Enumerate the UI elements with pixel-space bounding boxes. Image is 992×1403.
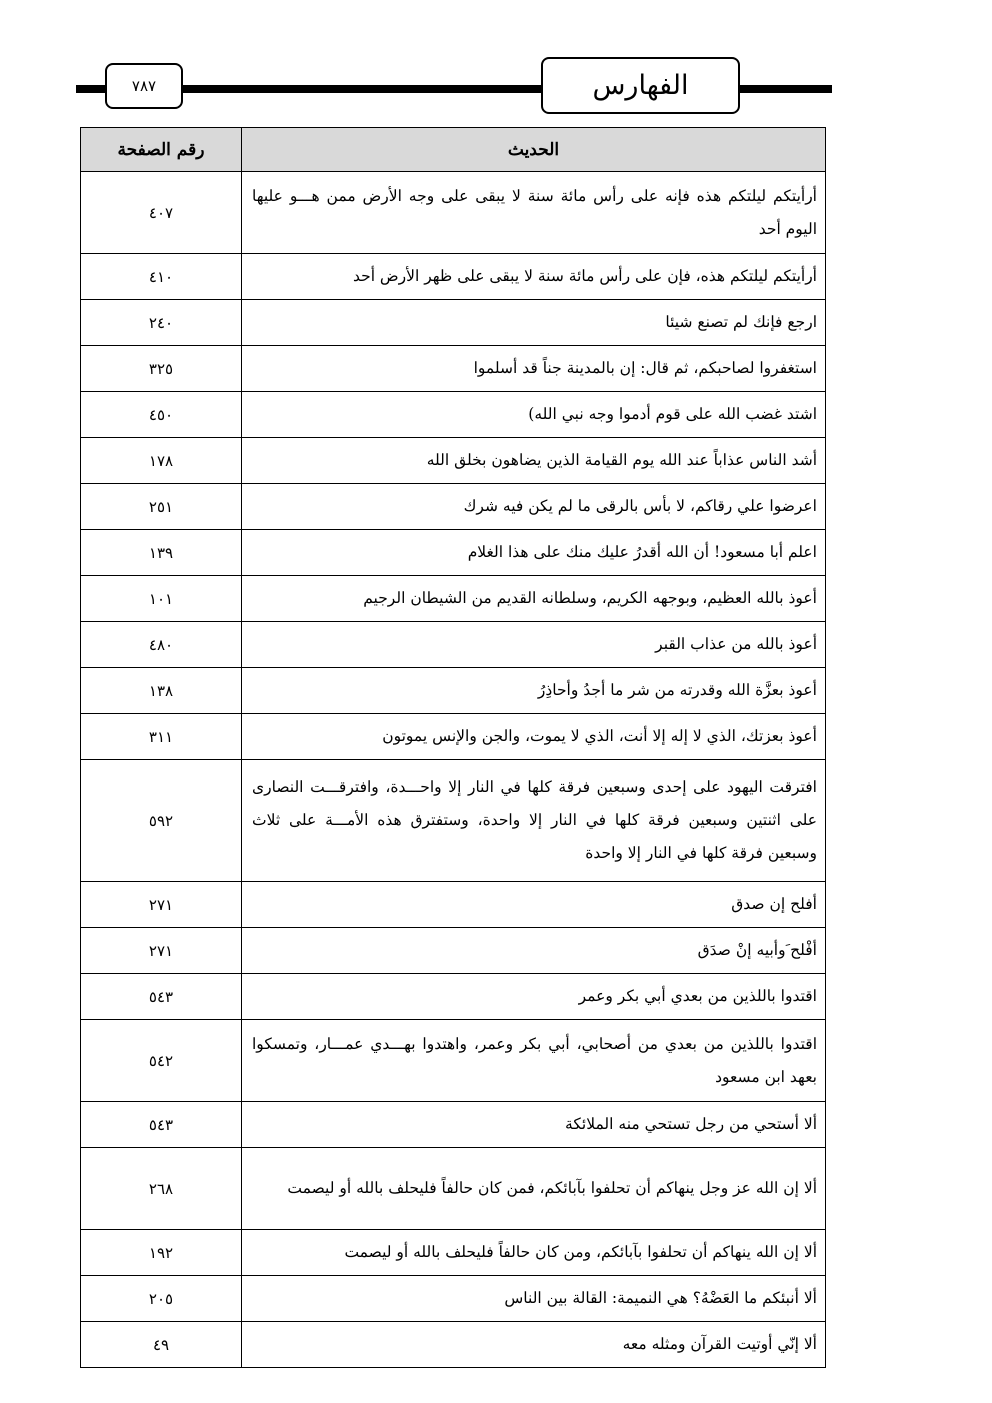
hadith-text: أفلح إن صدق <box>242 882 826 928</box>
page-ref: ٤٩ <box>81 1322 242 1368</box>
page-ref: ١٠١ <box>81 576 242 622</box>
page-ref: ٤٠٧ <box>81 172 242 254</box>
hadith-text: اقتدوا باللذين من بعدي من أصحابي، أبي بكر وعمر، واهتدوا بهـــدي عمـــار، وتمسكوا بعهد ابن مسعود <box>242 1020 826 1102</box>
hadith-text: أرأيتكم ليلتكم هذه، فإن على رأس مائة سنة لا يبقى على ظهر الأرض أحد <box>242 254 826 300</box>
hadith-text: ألا إن الله ينهاكم أن تحلفوا بآبائكم، ومن كان حالفاً فليحلف بالله أو ليصمت <box>242 1230 826 1276</box>
page-ref: ٥٩٢ <box>81 760 242 882</box>
section-title-box <box>541 57 740 114</box>
table-row <box>81 346 826 392</box>
hadith-text: أرأيتكم ليلتكم هذه فإنه على رأس مائة سنة لا يبقى على وجه الأرض ممن هـــو عليها اليوم أحد <box>242 172 826 254</box>
table-row <box>81 1276 826 1322</box>
table-row <box>81 714 826 760</box>
page-ref: ٢٠٥ <box>81 1276 242 1322</box>
table-row <box>81 530 826 576</box>
hadith-text: أشد الناس عذاباً عند الله يوم القيامة الذين يضاهون بخلق الله <box>242 438 826 484</box>
table-row <box>81 576 826 622</box>
page-ref: ٥٤٢ <box>81 1020 242 1102</box>
page-ref: ١٧٨ <box>81 438 242 484</box>
page-ref: ١٩٢ <box>81 1230 242 1276</box>
table-row <box>81 760 826 882</box>
hadith-text: أفْلح َوأبيه إنْ صدَق <box>242 928 826 974</box>
page-ref: ٥٤٣ <box>81 1102 242 1148</box>
hadith-text: اشتد غضب الله على قوم أدموا وجه نبي الله) <box>242 392 826 438</box>
table-row <box>81 438 826 484</box>
hadith-index-table <box>80 127 826 1368</box>
hadith-text: ارجع فإنك لم تصنع شيئا <box>242 300 826 346</box>
hadith-text: أعوذ بعزتك، الذي لا إله إلا أنت، الذي لا يموت، والجن والإنس يموتون <box>242 714 826 760</box>
page-ref: ١٣٩ <box>81 530 242 576</box>
table-row <box>81 928 826 974</box>
section-title: الفهارس <box>592 70 689 101</box>
table-row <box>81 1322 826 1368</box>
hadith-text: ألا إن الله عز وجل ينهاكم أن تحلفوا بآبائكم، فمن كان حالفاً فليحلف بالله أو ليصمت <box>242 1148 826 1230</box>
table-row <box>81 1102 826 1148</box>
table-row <box>81 1148 826 1230</box>
page-ref: ٢٦٨ <box>81 1148 242 1230</box>
hadith-text: ألا إنّي أوتيت القرآن ومثله معه <box>242 1322 826 1368</box>
table-row <box>81 668 826 714</box>
table-row <box>81 1020 826 1102</box>
page-ref: ٤٨٠ <box>81 622 242 668</box>
page-ref: ٢٤٠ <box>81 300 242 346</box>
table-row <box>81 484 826 530</box>
hadith-text: اعرضوا علي رقاكم، لا بأس بالرقى ما لم يكن فيه شرك <box>242 484 826 530</box>
table-row <box>81 1230 826 1276</box>
hadith-text: أعوذ بالله من عذاب القبر <box>242 622 826 668</box>
hadith-text: افترقت اليهود على إحدى وسبعين فرقة كلها في النار إلا واحـــدة، وافترقـــت النصارى على اثنتين وسبعين فرقة كلها في النار إلا واحدة، وستفترق هذه الأمـــة على ثلاث وسبعين فرقة كلها في النار إلا واحدة <box>242 760 826 882</box>
hadith-text: أعوذ بعزَّة الله وقدرته من شر ما أجدُ وأحاذِرُ <box>242 668 826 714</box>
table-row <box>81 172 826 254</box>
page-number-box <box>105 63 183 109</box>
page-ref: ٤٥٠ <box>81 392 242 438</box>
page-ref: ١٣٨ <box>81 668 242 714</box>
hadith-text: استغفروا لصاحبكم، ثم قال: إن بالمدينة جناً قد أسلموا <box>242 346 826 392</box>
page-ref: ٢٥١ <box>81 484 242 530</box>
table-row <box>81 300 826 346</box>
hadith-text: أعوذ بالله العظيم، وبوجهه الكريم، وسلطانه القديم من الشيطان الرجيم <box>242 576 826 622</box>
page-number: ٧٨٧ <box>131 77 157 95</box>
table-body <box>81 172 826 1368</box>
hadith-text: اعلم أبا مسعود! أن الله أقدرُ عليك منك على هذا الغلام <box>242 530 826 576</box>
page-ref: ٥٤٣ <box>81 974 242 1020</box>
page-ref: ٣٢٥ <box>81 346 242 392</box>
table-header-row <box>81 128 826 172</box>
hadith-text: اقتدوا باللذين من بعدي أبي بكر وعمر <box>242 974 826 1020</box>
table-row <box>81 974 826 1020</box>
column-header-page: رقم الصفحة <box>81 128 242 172</box>
table-row <box>81 392 826 438</box>
page-ref: ٢٧١ <box>81 928 242 974</box>
page-ref: ٢٧١ <box>81 882 242 928</box>
hadith-text: ألا أنبئكم ما العَضْهُ؟ هي النميمة: القالة بين الناس <box>242 1276 826 1322</box>
page-ref: ٤١٠ <box>81 254 242 300</box>
table-row <box>81 882 826 928</box>
hadith-text: ألا أستحي من رجل تستحي منه الملائكة <box>242 1102 826 1148</box>
table-row <box>81 254 826 300</box>
page-ref: ٣١١ <box>81 714 242 760</box>
table-row <box>81 622 826 668</box>
column-header-hadith: الحديث <box>242 128 826 172</box>
